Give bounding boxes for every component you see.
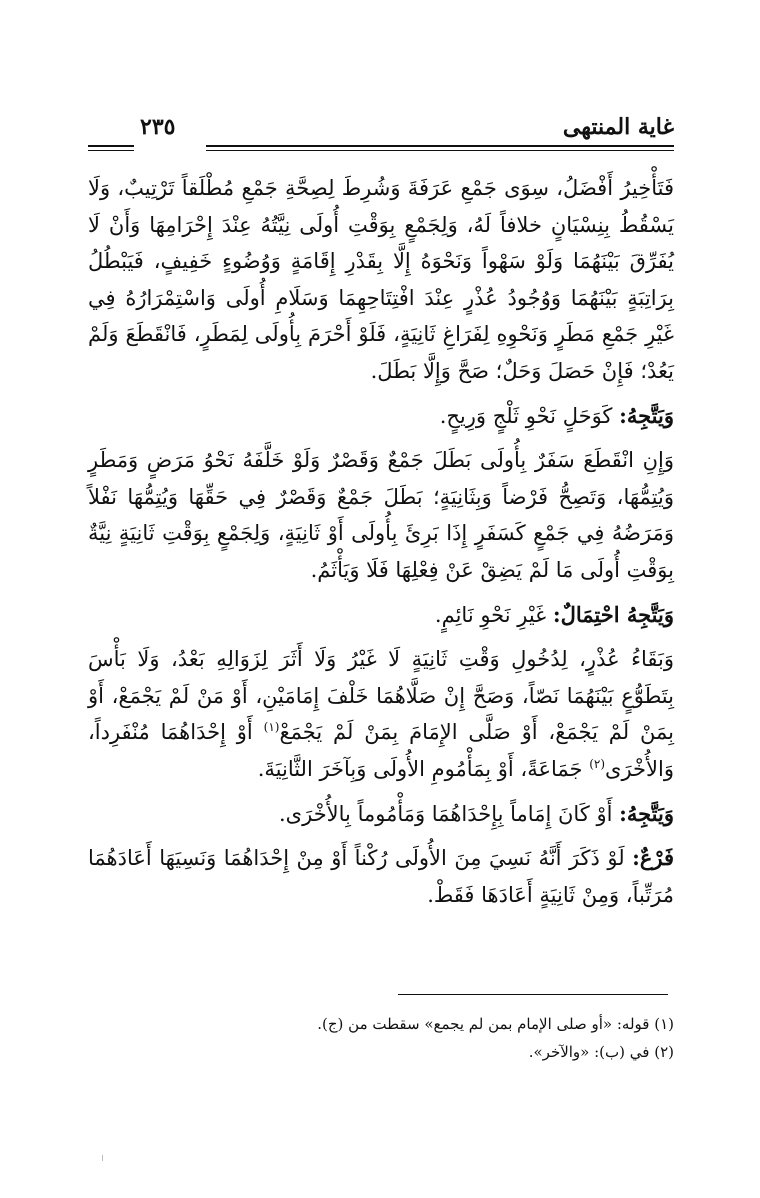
paragraph-lead: وَيَتَّجِهُ احْتِمَالٌ:	[552, 601, 674, 627]
paragraph	[88, 641, 674, 787]
running-header	[88, 112, 674, 162]
main-text	[88, 170, 674, 913]
paragraph	[88, 398, 674, 435]
paragraph-text: وَإِنِ انْقَطَعَ سَفَرٌ بِأُولَى بَطَلَ جَمْعٌ وَقَصْرٌ وَلَوْ خَلَّفَهُ نَحْوُ مَرَضٍ وَمَطَرٍ وَيُتِمُّهَا، وَتَصِحُّ فَرْضاً وَبِثَانِيَةٍ؛ بَطَلَ جَمْعٌ وَقَصْرٌ فِي حَقِّهَا وَيُتِمُّهَا نَفْلاً وَمَرَضُهُ فِي جَمْعٍ كَسَفَرٍ إِذَا بَرِئَ بِأُولَى أَوْ ثَانِيَةٍ، وَلِجَمْعٍ بِوَقْتِ ثَانِيَةٍ نِيَّةٌ بِوَقْتِ أُولَى مَا لَمْ يَضِقْ عَنْ فِعْلِهَا فَلَا وَيَأْثَمُ.	[88, 448, 674, 582]
header-rule-short	[88, 145, 134, 151]
footnotes	[88, 1010, 674, 1066]
paragraph-lead: فَرْعٌ:	[632, 845, 674, 871]
footnote: (١) قوله: «أو صلى الإمام بمن لم يجمع» سقطت من (ج).	[317, 1015, 674, 1033]
header-rule	[206, 145, 674, 151]
paragraph-text: غَيْرِ نَحْوِ نَائِمٍ.	[434, 602, 553, 627]
paragraph-text: أَوْ كَانَ إِمَاماً بِإِحْدَاهُمَا وَمَأْمُوماً بِالأُخْرَى.	[279, 801, 620, 826]
footnote-separator	[398, 994, 668, 995]
paragraph	[88, 597, 674, 634]
paragraph	[88, 840, 674, 913]
scan-speck	[102, 1155, 103, 1161]
paragraph-lead: وَيَتَّجِهُ:	[619, 402, 674, 428]
paragraph-text: جَمَاعَةً، أَوْ بِمَأْمُومِ الأُولَى وَبِآخَرَ الثَّانِيَةَ.	[257, 756, 590, 781]
footnote: (٢) في (ب): «والآخر».	[528, 1043, 674, 1061]
paragraph-text: وَبَقَاءُ عُذْرٍ، لِدُخُولِ وَقْتِ ثَانِيَةٍ لَا غَيْرُ وَلَا أَثَرَ لِزَوَالِهِ بَعْدُ، وَلَا بَأْسَ بِتَطَوُّعٍ بَيْنَهُمَا نَصّاً، وَصَحَّ إِنْ صَلَّاهُمَا خَلْفَ إِمَامَيْنِ، أَوْ مَنْ لَمْ يَجْمَعْ، أَوْ بِمَنْ لَمْ يَجْمَعْ، أَوْ صَلَّى الإِمَامَ بِمَنْ لَمْ يَجْمَعْ	[88, 647, 674, 745]
book-title: غاية المنتهى	[562, 114, 674, 140]
paragraph	[88, 442, 674, 588]
paragraph-text: كَوَحَلٍ نَحْوِ ثَلْجٍ وَرِيحٍ.	[439, 403, 620, 428]
paragraph	[88, 796, 674, 833]
paragraph	[88, 170, 674, 390]
paragraph-text: أَوْ إِحْدَاهُمَا مُنْفَرِداً، وَالأُخْرَى	[88, 720, 674, 781]
footnote-ref[interactable]: (٢)	[589, 756, 606, 771]
paragraph-lead: وَيَتَّجِهُ:	[619, 800, 674, 826]
page-number: ٢٣٥	[140, 114, 176, 140]
paragraph-text: فَتَأْخِيرُ أَفْضَلُ، سِوَى جَمْعِ عَرَفَةَ وَشُرِطَ لِصِحَّةِ جَمْعِ مُطْلَقاً تَرْتِيبٌ، وَلَا يَسْقُطُ بِنِسْيَانٍ خلافاً لَهُ، وَلِجَمْعٍ بِوَقْتِ أُولَى نِيَّتُهُ عِنْدَ إِحْرَامِهَا وَأَنْ لَا يُفَرِّقَ بَيْنَهُمَا وَلَوْ سَهْواً وَنَحْوَهُ إِلَّا بِقَدْرِ إِقَامَةٍ وَوُضُوءٍ خَفِيفٍ، فَيَبْطُلُ بِرَاتِبَةٍ بَيْنَهُمَا وَوُجُودُ عُذْرٍ عِنْدَ افْتِتَاحِهِمَا وَسَلَامِ أُولَى وَاسْتِمْرَارُهُ فِي غَيْرِ جَمْعِ مَطَرٍ وَنَحْوِهِ لِفَرَاغِ ثَانِيَةٍ، فَلَوْ أَحْرَمَ بِأُولَى لِمَطَرٍ، فَانْقَطَعَ وَلَمْ يَعُدْ؛ فَإِنْ حَصَلَ وَحَلٌ؛ صَحَّ وَإِلَّا بَطَلَ.	[88, 176, 674, 383]
paragraph-text: لَوْ ذَكَرَ أَنَّهُ نَسِيَ مِنَ الأُولَى رُكْناً أَوْ مِنْ إِحْدَاهُمَا وَنَسِيَهَا أَعَادَهُمَا مُرَتِّباً، وَمِنْ ثَانِيَةٍ أَعَادَهَا فَقَطْ.	[88, 846, 674, 907]
footnote-ref[interactable]: (١)	[263, 720, 280, 735]
